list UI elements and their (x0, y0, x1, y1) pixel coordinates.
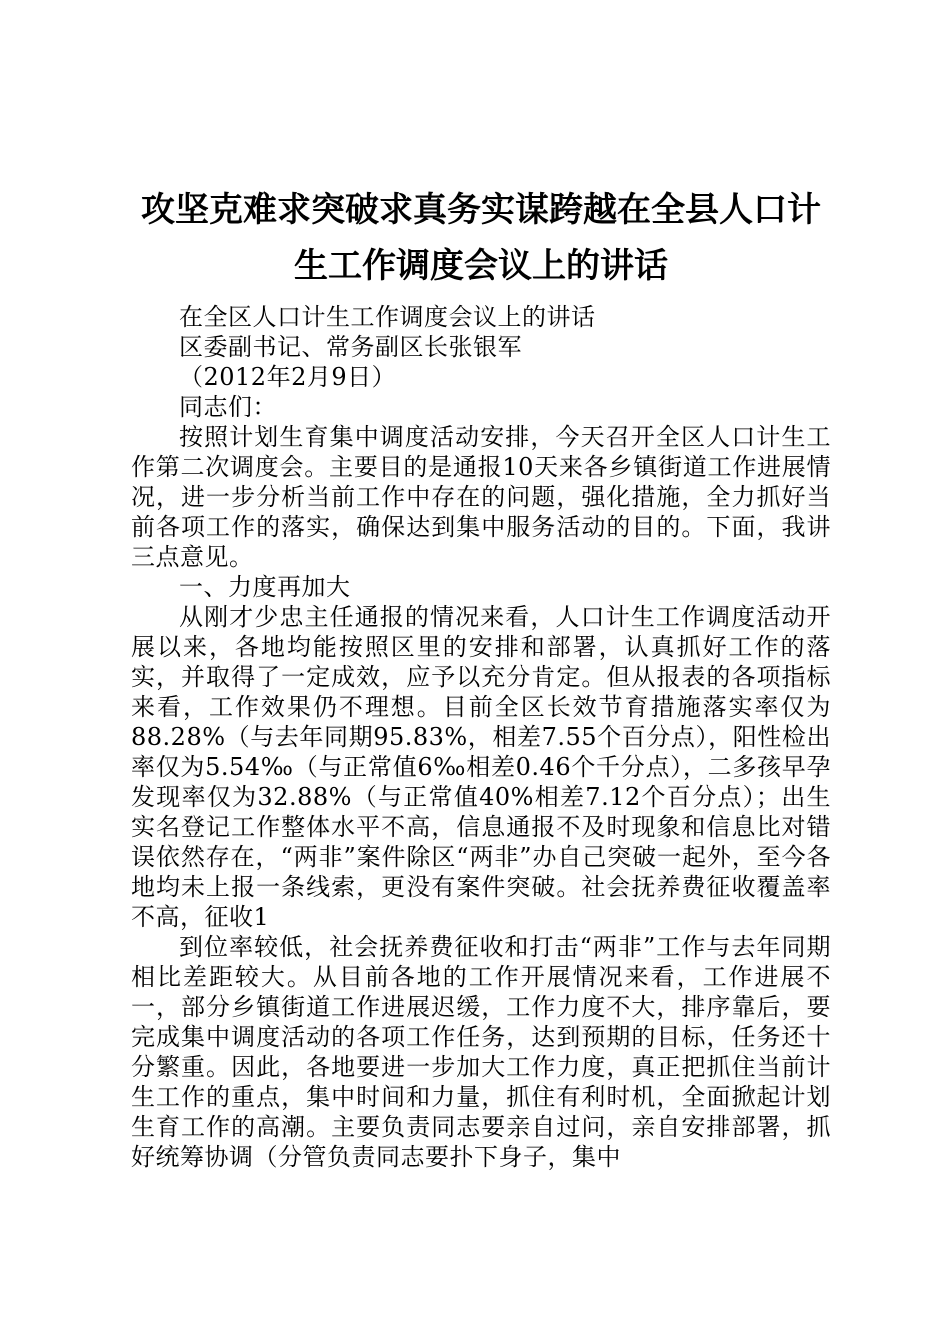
salutation: 同志们： (179, 393, 277, 421)
document-page (131, 182, 831, 1172)
paragraph-intro: 按照计划生育集中调度活动安排，今天召开全区人口计生工作第二次调度会。主要目的是通报10天来各乡镇街道工作进展情况，进一步分析当前工作中存在的问题，强化措施，全力抓好当前各项工作的落实，确保达到集中服务活动的目的。下面，我讲三点意见。 (131, 423, 831, 571)
paragraph-section-1: 从刚才少忠主任通报的情况来看，人口计生工作调度活动开展以来，各地均能按照区里的安排和部署，认真抓好工作的落实，并取得了一定成效，应予以充分肯定。但从报表的各项指标来看，工作效果仍不理想。目前全区长效节育措施落实率仅为88.28%（与去年同期95.83%，相差7.55个百分点），阳性检出率仅为5.54‰（与正常值6‰相差0.46个千分点），二多孩早孕发现率仅为32.88%（与正常值40%相差7.12个百分点）；出生实名登记工作整体水平不高，信息通报不及时现象和信息比对错误依然存在，“两非”案件除区“两非”办自己突破一起外，至今各地均未上报一条线索，更没有案件突破。社会抚养费征收覆盖率不高，征收1 (131, 603, 831, 931)
paragraph-section-1-cont: 到位率较低，社会抚养费征收和打击“两非”工作与去年同期相比差距较大。从目前各地的工作开展情况来看，工作进展不一，部分乡镇街道工作进展迟缓，工作力度不大，排序靠后，要完成集中调度活动的各项工作任务，达到预期的目标，任务还十分繁重。因此，各地要进一步加大工作力度，真正把抓住当前计生工作的重点，集中时间和力量，抓住有利时机，全面掀起计划生育工作的高潮。主要负责同志要亲自过问，亲自安排部署，抓好统筹协调（分管负责同志要扑下身子，集中 (131, 933, 831, 1171)
section-heading-1: 一、力度再加大 (179, 573, 351, 601)
title-line-2: 生工作调度会议上的讲话 (294, 246, 668, 286)
document-body (131, 302, 831, 1172)
document-title (131, 182, 831, 294)
speaker-line: 区委副书记、常务副区长张银军 (179, 333, 522, 361)
speech-subtitle: 在全区人口计生工作调度会议上的讲话 (179, 303, 596, 331)
date-line: （2012年2月9日） (179, 363, 397, 391)
title-line-1: 攻坚克难求突破求真务实谋跨越在全县人口计 (141, 190, 821, 230)
